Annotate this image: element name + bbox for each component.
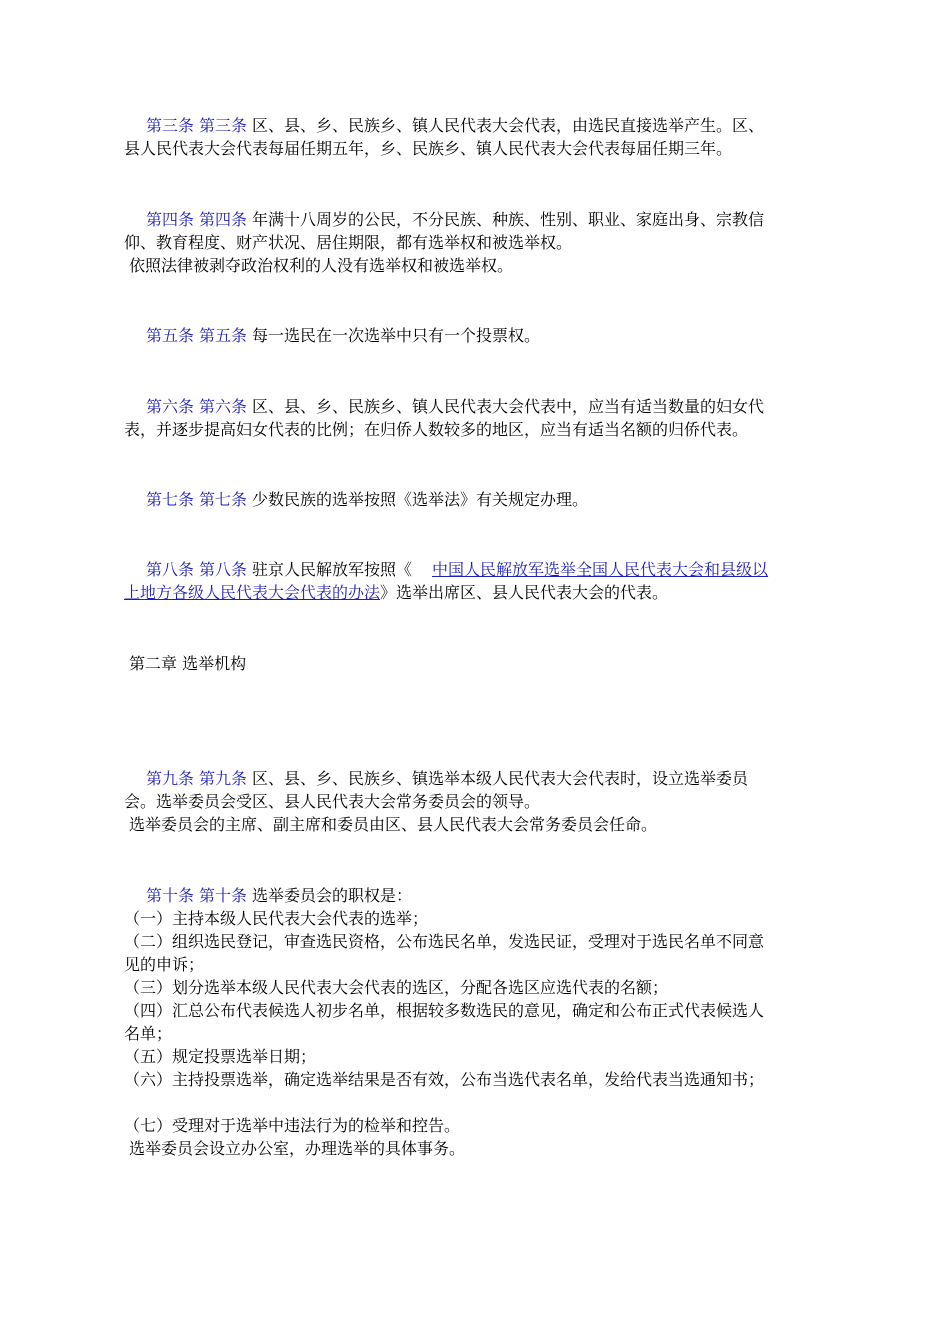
article-label: 第五条 (146, 326, 195, 345)
article-label: 第五条 (199, 326, 248, 345)
article-label: 第十条 (199, 886, 248, 905)
article-text: 县人民代表大会代表每届任期五年，乡、民族乡、镇人民代表大会代表每届任期三年。 (124, 139, 733, 158)
article-text: 区、县、乡、民族乡、镇人民代表大会代表，由选民直接选举产生。区、 (252, 116, 765, 135)
list-item: （四）汇总公布代表候选人初步名单，根据较多数选民的意见，确定和公布正式代表候选人 (124, 1001, 765, 1020)
article-label: 第八条 (146, 560, 195, 579)
list-item: （七）受理对于选举中违法行为的检举和控告。 (124, 1116, 461, 1135)
article-10 (124, 884, 834, 1160)
article-text: 选举委员会的职权是： (252, 886, 413, 905)
article-8 (124, 558, 834, 604)
article-text: 依照法律被剥夺政治权利的人没有选举权和被选举权。 (129, 256, 514, 275)
article-label: 第七条 (199, 490, 248, 509)
law-link[interactable]: 中国人民解放军选举全国人民代表大会和县级以 (432, 560, 769, 579)
article-label: 第九条 (146, 769, 195, 788)
article-label: 第三条 (146, 116, 195, 135)
list-item: （三）划分选举本级人民代表大会代表的选区，分配各选区应选代表的名额； (124, 978, 669, 997)
article-label: 第四条 (146, 210, 195, 229)
article-label: 第七条 (146, 490, 195, 509)
article-text: 仰、教育程度、财产状况、居住期限，都有选举权和被选举权。 (124, 233, 573, 252)
article-label: 第六条 (146, 397, 195, 416)
law-link[interactable]: 上地方各级人民代表大会代表的办法 (124, 583, 381, 602)
article-text: 年满十八周岁的公民，不分民族、种族、性别、职业、家庭出身、宗教信 (252, 210, 765, 229)
article-label: 第九条 (199, 769, 248, 788)
article-4 (124, 208, 834, 277)
article-9 (124, 767, 834, 836)
article-label: 第十条 (146, 886, 195, 905)
list-item: （五）规定投票选举日期； (124, 1047, 317, 1066)
list-item: 见的申诉； (124, 955, 205, 974)
article-text: 区、县、乡、民族乡、镇人民代表大会代表中，应当有适当数量的妇女代 (252, 397, 765, 416)
list-item: （六）主持投票选举，确定选举结果是否有效，公布当选代表名单，发给代表当选通知书； (124, 1070, 765, 1089)
chapter-heading: 第二章 选举机构 (129, 654, 247, 673)
article-label: 第四条 (199, 210, 248, 229)
article-label: 第三条 (199, 116, 248, 135)
article-7 (124, 488, 834, 511)
article-5 (124, 324, 834, 347)
article-text: 少数民族的选举按照《选举法》有关规定办理。 (252, 490, 589, 509)
article-text: 会。选举委员会受区、县人民代表大会常务委员会的领导。 (124, 792, 541, 811)
article-text: 区、县、乡、民族乡、镇选举本级人民代表大会代表时，设立选举委员 (252, 769, 749, 788)
article-text: 表，并逐步提高妇女代表的比例；在归侨人数较多的地区，应当有适当名额的归侨代表。 (124, 420, 749, 439)
list-item: （二）组织选民登记，审查选民资格，公布选民名单，发选民证，受理对于选民名单不同意 (124, 932, 765, 951)
list-item: （一）主持本级人民代表大会代表的选举； (124, 909, 429, 928)
article-6 (124, 395, 834, 441)
article-text: 》选举出席区、县人民代表大会的代表。 (380, 583, 669, 602)
article-label: 第六条 (199, 397, 248, 416)
article-label: 第八条 (199, 560, 248, 579)
article-3 (124, 114, 834, 160)
article-text: 选举委员会设立办公室，办理选举的具体事务。 (129, 1139, 466, 1158)
article-text: 选举委员会的主席、副主席和委员由区、县人民代表大会常务委员会任命。 (129, 815, 658, 834)
article-text: 驻京人民解放军按照《 (252, 560, 413, 579)
list-item: 名单； (124, 1024, 173, 1043)
article-text: 每一选民在一次选举中只有一个投票权。 (252, 326, 541, 345)
